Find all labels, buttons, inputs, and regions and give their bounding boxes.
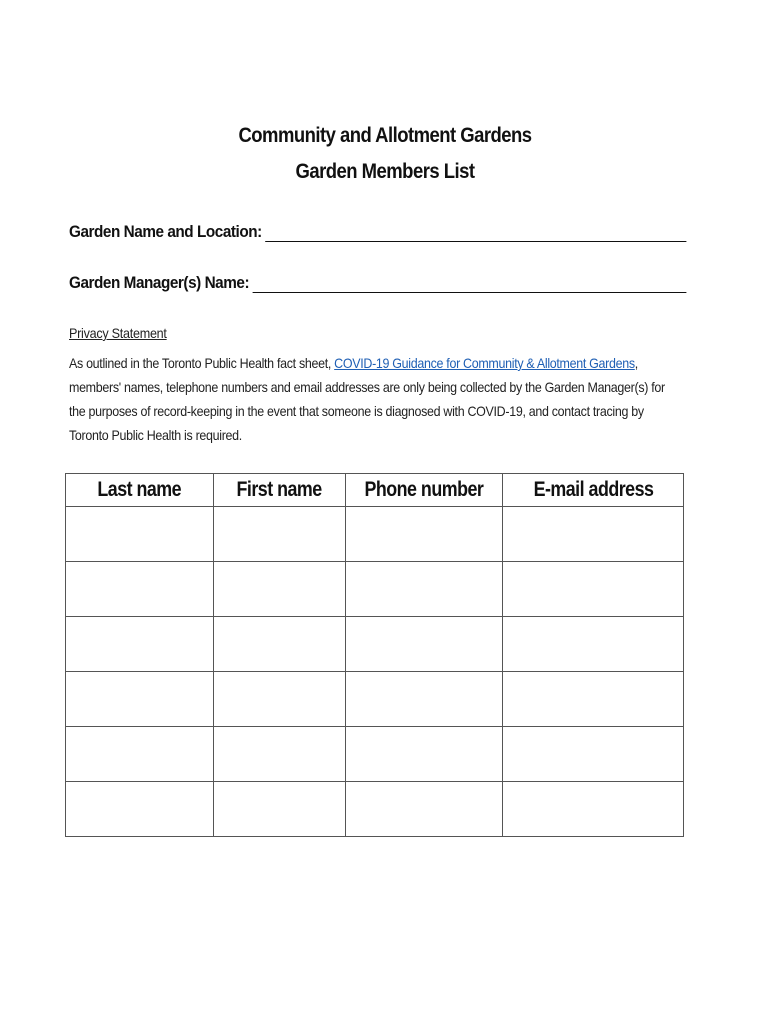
garden-name-blank-line[interactable] xyxy=(265,227,686,242)
covid-guidance-link[interactable]: COVID-19 Guidance for Community & Allotment Gardens xyxy=(334,355,635,371)
garden-manager-label: Garden Manager(s) Name: xyxy=(69,273,250,292)
table-cell[interactable] xyxy=(346,672,503,727)
table-cell[interactable] xyxy=(214,617,346,672)
garden-manager-field[interactable] xyxy=(69,273,687,293)
garden-name-label: Garden Name and Location: xyxy=(69,222,262,241)
table-cell[interactable] xyxy=(66,672,214,727)
table-cell[interactable] xyxy=(214,727,346,782)
table-cell[interactable] xyxy=(66,562,214,617)
privacy-text-after: , members' names, telephone numbers and email addresses are only being collected by the Garden Manager(s) for the purposes of record-keeping in the event that someone is diagnosed with COVID-19, and contact tracing by Toronto Public Health is required. xyxy=(69,355,665,443)
header-first-name-label: First name xyxy=(236,478,323,501)
table-cell[interactable] xyxy=(503,727,684,782)
table-cell[interactable] xyxy=(214,507,346,562)
header-last-name xyxy=(66,474,214,507)
document-title: Community and Allotment Gardens xyxy=(238,124,532,147)
table-cell[interactable] xyxy=(503,672,684,727)
privacy-text-before: As outlined in the Toronto Public Health fact sheet, xyxy=(69,355,335,371)
privacy-heading: Privacy Statement xyxy=(69,325,167,341)
table-cell[interactable] xyxy=(346,727,503,782)
table-cell[interactable] xyxy=(346,617,503,672)
document-subtitle: Garden Members List xyxy=(295,160,475,183)
table-cell[interactable] xyxy=(214,782,346,837)
table-row xyxy=(66,672,684,727)
garden-manager-blank-line[interactable] xyxy=(253,278,687,293)
header-first-name xyxy=(214,474,346,507)
header-phone-number-label: Phone number xyxy=(364,478,484,501)
table-cell[interactable] xyxy=(503,617,684,672)
table-cell[interactable] xyxy=(346,782,503,837)
table-cell[interactable] xyxy=(66,617,214,672)
header-phone-number xyxy=(346,474,503,507)
table-row xyxy=(66,727,684,782)
table-cell[interactable] xyxy=(503,507,684,562)
header-email-address xyxy=(503,474,684,507)
table-row xyxy=(66,782,684,837)
header-last-name-label: Last name xyxy=(97,478,182,501)
table-cell[interactable] xyxy=(66,507,214,562)
header-email-address-label: E-mail address xyxy=(533,478,653,501)
table-row xyxy=(66,617,684,672)
garden-name-field[interactable] xyxy=(69,222,687,242)
table-cell[interactable] xyxy=(214,562,346,617)
privacy-statement xyxy=(69,351,683,447)
table-cell[interactable] xyxy=(503,782,684,837)
table-cell[interactable] xyxy=(346,562,503,617)
table-cell[interactable] xyxy=(346,507,503,562)
table-row xyxy=(66,507,684,562)
table-cell[interactable] xyxy=(503,562,684,617)
table-row xyxy=(66,562,684,617)
table-header-row xyxy=(66,474,684,507)
members-table xyxy=(65,473,684,837)
table-cell[interactable] xyxy=(66,782,214,837)
table-cell[interactable] xyxy=(214,672,346,727)
table-cell[interactable] xyxy=(66,727,214,782)
